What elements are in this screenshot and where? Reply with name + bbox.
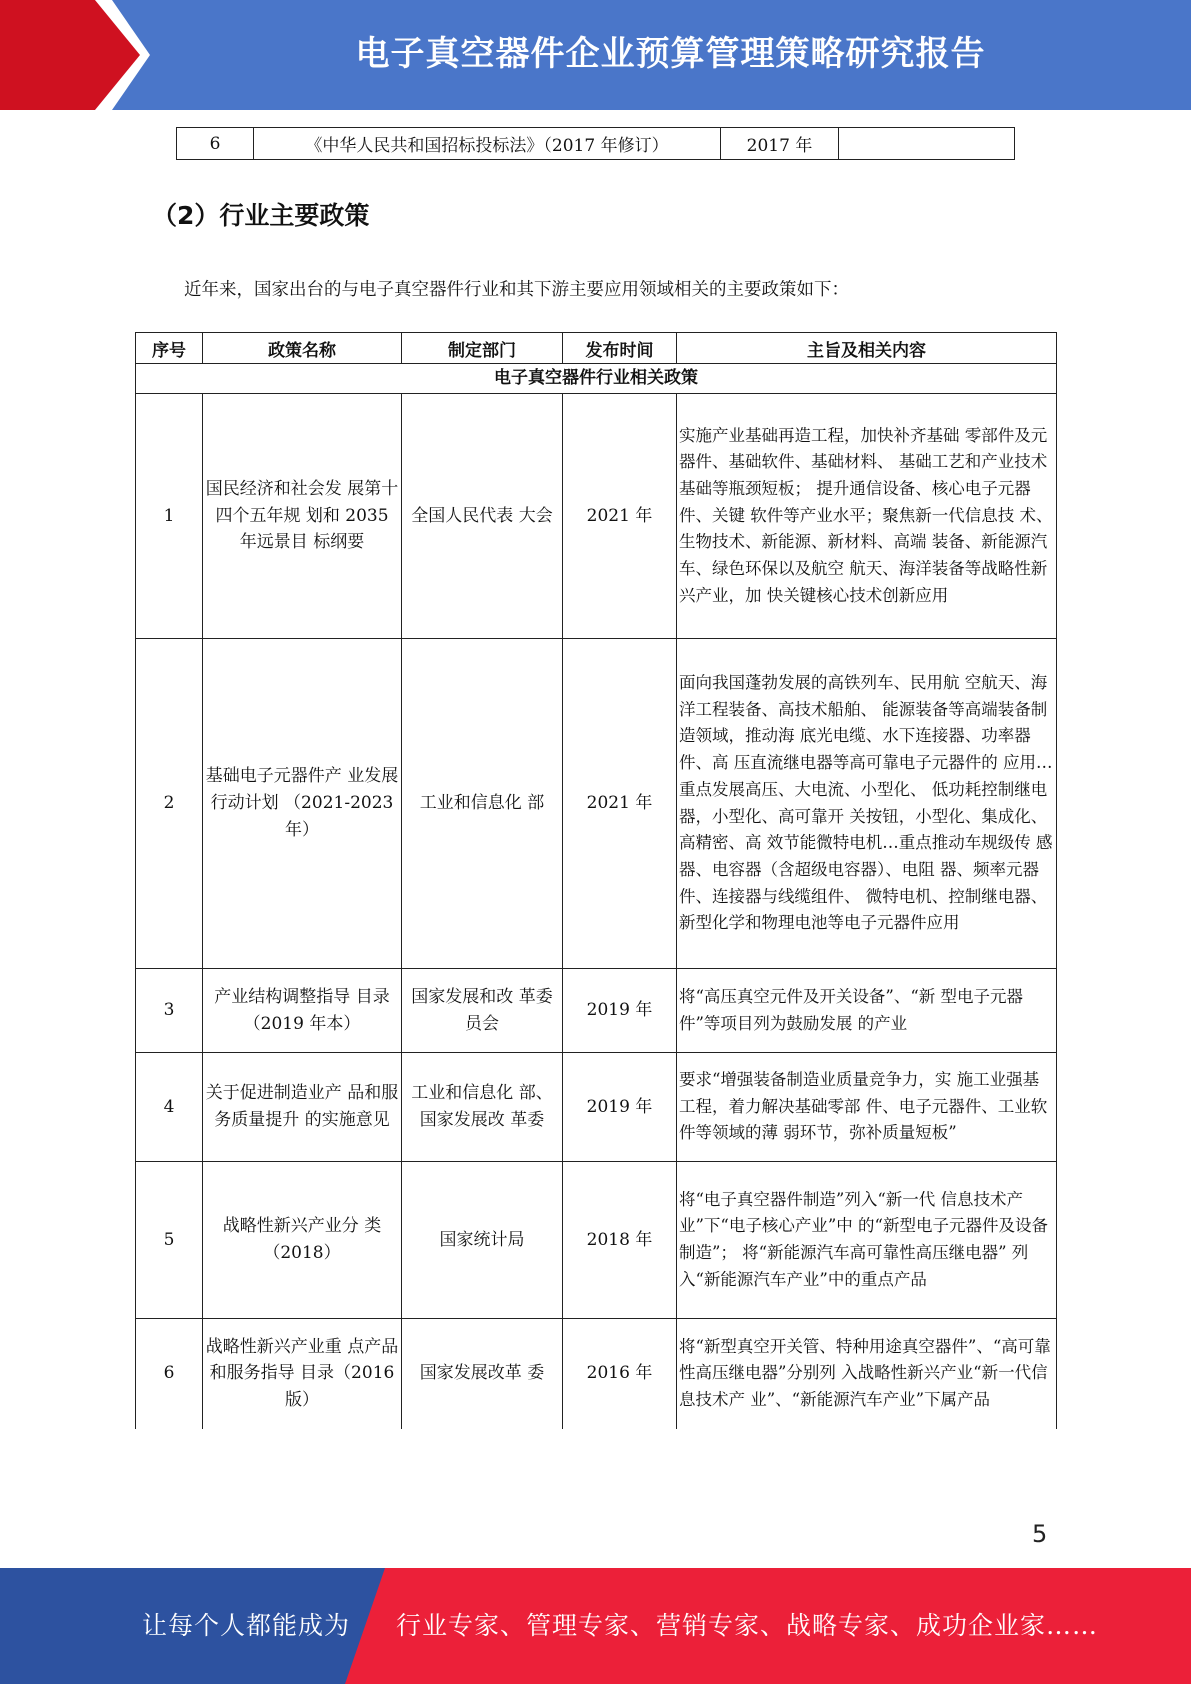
- table-row: [136, 1162, 1057, 1319]
- cell-no: 2: [136, 639, 203, 969]
- cell-dept: 国家发展改革 委: [402, 1319, 563, 1429]
- policy-table: [135, 332, 1057, 1429]
- cell-name: 国民经济和社会发 展第十四个五年规 划和 2035 年远景目 标纲要: [203, 394, 402, 639]
- cell-no: 5: [136, 1162, 203, 1319]
- report-title: 电子真空器件企业预算管理策略研究报告: [355, 34, 986, 74]
- table-row: [136, 394, 1057, 639]
- cell-no: 4: [136, 1053, 203, 1162]
- cell-year: 2021 年: [563, 394, 677, 639]
- cell-year: 2017 年: [721, 128, 839, 160]
- cell-no: 6: [136, 1319, 203, 1429]
- cell-dept: 全国人民代表 大会: [402, 394, 563, 639]
- cell-no: 3: [136, 969, 203, 1053]
- footer-slogan-right: 行业专家、管理专家、营销专家、战略专家、成功企业家……: [396, 1611, 1099, 1640]
- section-heading: （2）行业主要政策: [152, 201, 370, 230]
- page-header: [0, 0, 1191, 110]
- cell-content: 面向我国蓬勃发展的高铁列车、民用航 空航天、海洋工程装备、高技术船舶、 能源装备等高端装备制造领域，推动海 底光电缆、水下连接器、功率器件、高 压直流继电器等高可靠电子元器件的 应用…重点发展高压、大电流、小型化、 低功耗控制继电器，小型化、高可靠开 关按钮，小型化、集成化、高精密、高 效节能微特电机…重点推动车规级传 感器、电容器（含超级电容器）、电阻 器、频率元器件、连接器与线缆组件、 微特电机、控制继电器、新型化学和物理电池等电子元器件应用: [677, 639, 1057, 969]
- cell-year: 2019 年: [563, 1053, 677, 1162]
- cell-year: 2018 年: [563, 1162, 677, 1319]
- cell-name: 产业结构调整指导 目录 （2019 年本）: [203, 969, 402, 1053]
- header-dept: 制定部门: [402, 333, 563, 364]
- cell-name: 基础电子元器件产 业发展行动计划 （2021-2023 年）: [203, 639, 402, 969]
- cell-name: 关于促进制造业产 品和服务质量提升 的实施意见: [203, 1053, 402, 1162]
- cell-dept: 国家统计局: [402, 1162, 563, 1319]
- page-number: 5: [1032, 1520, 1048, 1548]
- header-no: 序号: [136, 333, 203, 364]
- cell-content: 实施产业基础再造工程，加快补齐基础 零部件及元器件、基础软件、基础材料、 基础工艺和产业技术基础等瓶颈短板； 提升通信设备、核心电子元器件、关键 软件等产业水平；聚焦新一代信息技 术、生物技术、新能源、新材料、高端 装备、新能源汽车、绿色环保以及航空 航天、海洋装备等战略性新兴产业，加 快关键核心技术创新应用: [677, 394, 1057, 639]
- table-row: [177, 128, 1015, 160]
- law-table-continuation: [176, 127, 1015, 160]
- cell-name: 战略性新兴产业重 点产品和服务指导 目录（2016 版）: [203, 1319, 402, 1429]
- group-row: [136, 364, 1057, 394]
- footer-slogan-left: 让每个人都能成为: [142, 1611, 351, 1640]
- table-row: [136, 1053, 1057, 1162]
- table-row: [136, 1319, 1057, 1429]
- cell-year: 2021 年: [563, 639, 677, 969]
- table-row: [136, 639, 1057, 969]
- cell-dept: 工业和信息化 部: [402, 639, 563, 969]
- cell-name: 战略性新兴产业分 类（2018）: [203, 1162, 402, 1319]
- cell-dept: 国家发展和改 革委员会: [402, 969, 563, 1053]
- group-title: 电子真空器件行业相关政策: [136, 364, 1057, 394]
- cell-extra: [839, 128, 1015, 160]
- header-name: 政策名称: [203, 333, 402, 364]
- page-footer: [0, 1568, 1191, 1684]
- intro-paragraph: 近年来，国家出台的与电子真空器件行业和其下游主要应用领域相关的主要政策如下：: [184, 280, 849, 300]
- cell-content: 将“高压真空元件及开关设备”、“新 型电子元器件”等项目列为鼓励发展 的产业: [677, 969, 1057, 1053]
- cell-name: 《中华人民共和国招标投标法》（2017 年修订）: [254, 128, 721, 160]
- cell-no: 6: [177, 128, 254, 160]
- cell-content: 将“电子真空器件制造”列入“新一代 信息技术产业”下“电子核心产业”中 的“新型电子元器件及设备制造”； 将“新能源汽车高可靠性高压继电器” 列入“新能源汽车产业”中的重点产品: [677, 1162, 1057, 1319]
- cell-dept: 工业和信息化 部、国家发展改 革委: [402, 1053, 563, 1162]
- cell-content: 要求“增强装备制造业质量竞争力，实 施工业强基工程，着力解决基础零部 件、电子元器件、工业软件等领域的薄 弱环节，弥补质量短板”: [677, 1053, 1057, 1162]
- cell-no: 1: [136, 394, 203, 639]
- cell-year: 2016 年: [563, 1319, 677, 1429]
- table-header-row: [136, 333, 1057, 364]
- cell-content: 将“新型真空开关管、特种用途真空器件”、“高可靠性高压继电器”分别列 入战略性新兴产业“新一代信息技术产 业”、“新能源汽车产业”下属产品: [677, 1319, 1057, 1429]
- table-row: [136, 969, 1057, 1053]
- header-date: 发布时间: [563, 333, 677, 364]
- header-content: 主旨及相关内容: [677, 333, 1057, 364]
- cell-year: 2019 年: [563, 969, 677, 1053]
